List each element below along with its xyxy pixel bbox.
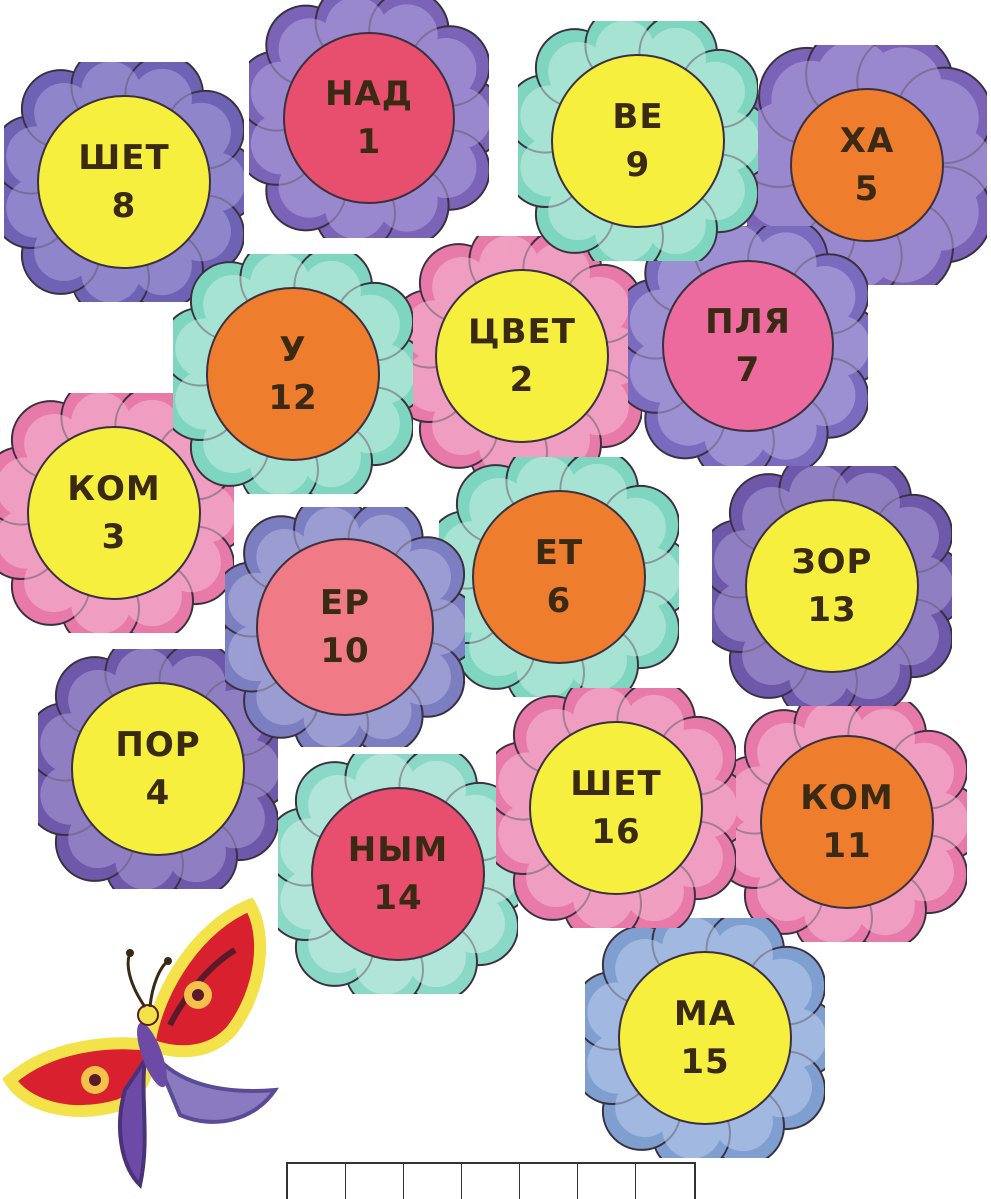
flower-shape	[712, 466, 952, 706]
flower-syllable: КОМ	[800, 778, 894, 818]
flower-number: 9	[625, 145, 651, 185]
flower-shape	[496, 688, 736, 928]
answer-cell[interactable]	[346, 1164, 404, 1199]
flower-syllable: ЕР	[319, 583, 371, 623]
flower-number: 13	[807, 590, 857, 630]
answer-grid	[286, 1162, 696, 1199]
flower-shape	[439, 457, 679, 697]
flower-number: 7	[735, 350, 761, 390]
flower-number: 8	[111, 186, 137, 226]
flower-number: 6	[546, 581, 572, 621]
flower-11[interactable]	[727, 702, 967, 942]
flower-6[interactable]	[439, 457, 679, 697]
flower-syllable: ПЛЯ	[705, 302, 791, 342]
flower-number: 10	[320, 631, 370, 671]
answer-cell[interactable]	[404, 1164, 462, 1199]
answer-cell[interactable]	[636, 1164, 694, 1199]
flower-shape	[727, 702, 967, 942]
flower-10[interactable]	[225, 507, 465, 747]
flower-15[interactable]	[585, 918, 825, 1158]
flower-1[interactable]	[249, 0, 489, 238]
flower-shape	[249, 0, 489, 238]
flower-syllable: ЕТ	[534, 533, 584, 573]
flower-13[interactable]	[712, 466, 952, 706]
flower-shape	[402, 236, 642, 476]
flower-shape	[278, 754, 518, 994]
flower-syllable: КОМ	[67, 469, 161, 509]
flower-syllable: ШЕТ	[78, 138, 170, 178]
flower-number: 4	[145, 773, 171, 813]
flower-9[interactable]	[518, 21, 758, 261]
flower-12[interactable]	[173, 254, 413, 494]
flower-2[interactable]	[402, 236, 642, 476]
flower-shape	[628, 226, 868, 466]
flower-7[interactable]	[628, 226, 868, 466]
flower-syllable: МА	[673, 994, 737, 1034]
flower-syllable: ХА	[839, 121, 895, 161]
flower-number: 14	[373, 878, 423, 918]
flower-shape	[585, 918, 825, 1158]
flower-number: 11	[822, 826, 872, 866]
flower-number: 2	[509, 360, 535, 400]
flower-number: 3	[101, 517, 127, 557]
flower-number: 16	[591, 812, 641, 852]
answer-cell[interactable]	[462, 1164, 520, 1199]
flower-14[interactable]	[278, 754, 518, 994]
flower-syllable: ПОР	[115, 725, 201, 765]
flower-syllable: У	[279, 330, 307, 370]
butterfly-icon	[0, 895, 300, 1195]
flower-syllable: ВЕ	[612, 97, 664, 137]
flower-16[interactable]	[496, 688, 736, 928]
flower-shape	[173, 254, 413, 494]
flower-syllable: НАД	[324, 74, 414, 114]
flower-shape	[518, 21, 758, 261]
flower-syllable: ЗОР	[791, 542, 873, 582]
answer-cell[interactable]	[578, 1164, 636, 1199]
flower-number: 15	[680, 1042, 730, 1082]
flower-shape	[225, 507, 465, 747]
flower-number: 5	[854, 169, 880, 209]
flower-number: 12	[268, 378, 318, 418]
flower-syllable: ШЕТ	[570, 764, 662, 804]
flower-syllable: НЫМ	[347, 830, 449, 870]
flower-syllable: ЦВЕТ	[468, 312, 576, 352]
answer-cell[interactable]	[520, 1164, 578, 1199]
flower-number: 1	[356, 122, 382, 162]
